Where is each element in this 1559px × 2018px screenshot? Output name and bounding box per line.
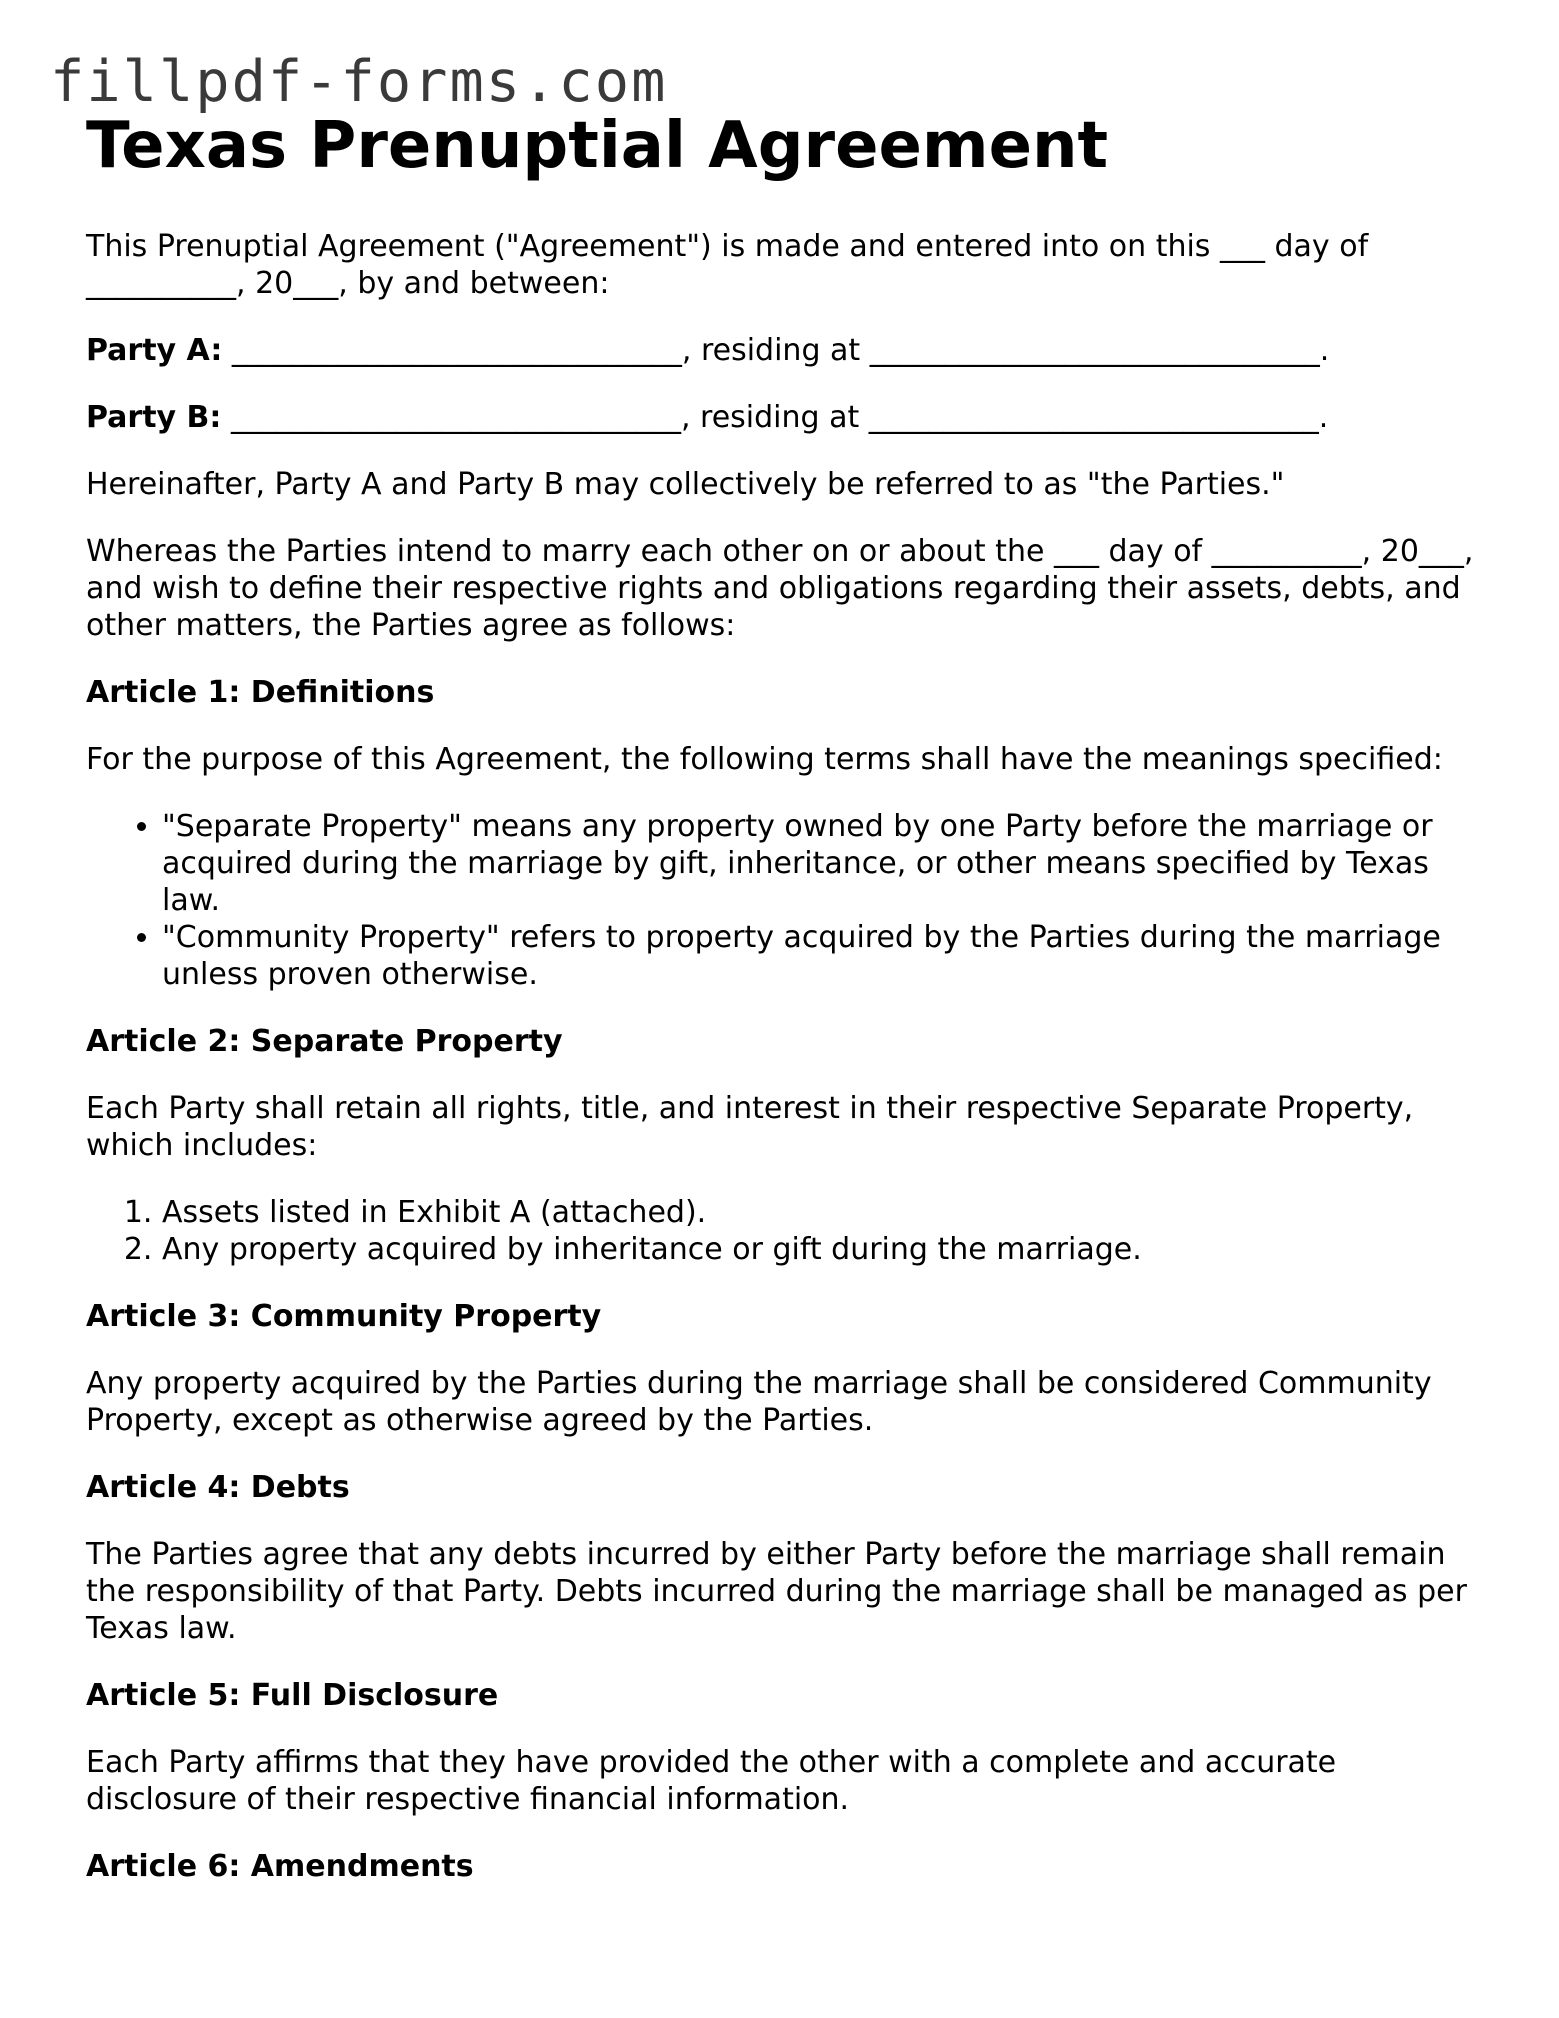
list-item: 2. Any property acquired by inheritance or gift during the marriage.: [162, 1231, 1486, 1268]
party-a-fields: ______________________________, residing at ______________________________.: [222, 333, 1330, 368]
article-4-heading: Article 4: Debts: [86, 1470, 350, 1505]
party-a-line: [86, 332, 1486, 369]
article-2-heading: Article 2: Separate Property: [86, 1024, 563, 1059]
hereinafter-paragraph: Hereinafter, Party A and Party B may collectively be referred to as "the Parties.": [86, 467, 1285, 502]
list-item: 1. Assets listed in Exhibit A (attached).: [162, 1194, 1486, 1231]
article-6-heading: Article 6: Amendments: [86, 1849, 474, 1884]
article-3-heading: Article 3: Community Property: [86, 1299, 602, 1334]
whereas-paragraph: Whereas the Parties intend to marry each other on or about the ___ day of __________, 20___, and wish to define their respective rights and obligations regarding their assets, debts, and other matters, the Parties agree as follows:: [86, 534, 1474, 643]
article-2-body: Each Party shall retain all rights, title, and interest in their respective Separate Property, which includes:: [86, 1091, 1414, 1163]
party-a-label: Party A:: [86, 333, 223, 368]
article-4-body: The Parties agree that any debts incurred by either Party before the marriage shall remain the responsibility of that Party. Debts incurred during the marriage shall be managed as per Texas law.: [86, 1537, 1467, 1646]
list-item: • "Separate Property" means any property owned by one Party before the marriage or acquired during the marriage by gift, inheritance, or other means specified by Texas law.: [162, 808, 1486, 919]
party-b-label: Party B:: [86, 400, 222, 435]
document-page: [86, 106, 1486, 1915]
party-b-fields: ______________________________, residing at ______________________________.: [221, 400, 1329, 435]
intro-paragraph: This Prenuptial Agreement ("Agreement") is made and entered into on this ___ day of __________, 20___, by and between:: [86, 229, 1369, 301]
document-title: Texas Prenuptial Agreement: [86, 109, 1109, 183]
list-item: • "Community Property" refers to property acquired by the Parties during the marriage unless proven otherwise.: [162, 919, 1486, 993]
party-b-line: [86, 399, 1486, 436]
article-5-heading: Article 5: Full Disclosure: [86, 1678, 499, 1713]
definitions-list: [86, 808, 1486, 993]
article-3-body: Any property acquired by the Parties during the marriage shall be considered Community Property, except as otherwise agreed by the Parties.: [86, 1366, 1432, 1438]
article-5-body: Each Party affirms that they have provided the other with a complete and accurate disclosure of their respective financial information.: [86, 1745, 1337, 1817]
separate-property-list: [86, 1194, 1486, 1268]
site-watermark: fillpdf-forms.com: [50, 49, 668, 115]
article-1-heading: Article 1: Definitions: [86, 675, 435, 710]
article-1-body: For the purpose of this Agreement, the following terms shall have the meanings specified:: [86, 742, 1443, 777]
